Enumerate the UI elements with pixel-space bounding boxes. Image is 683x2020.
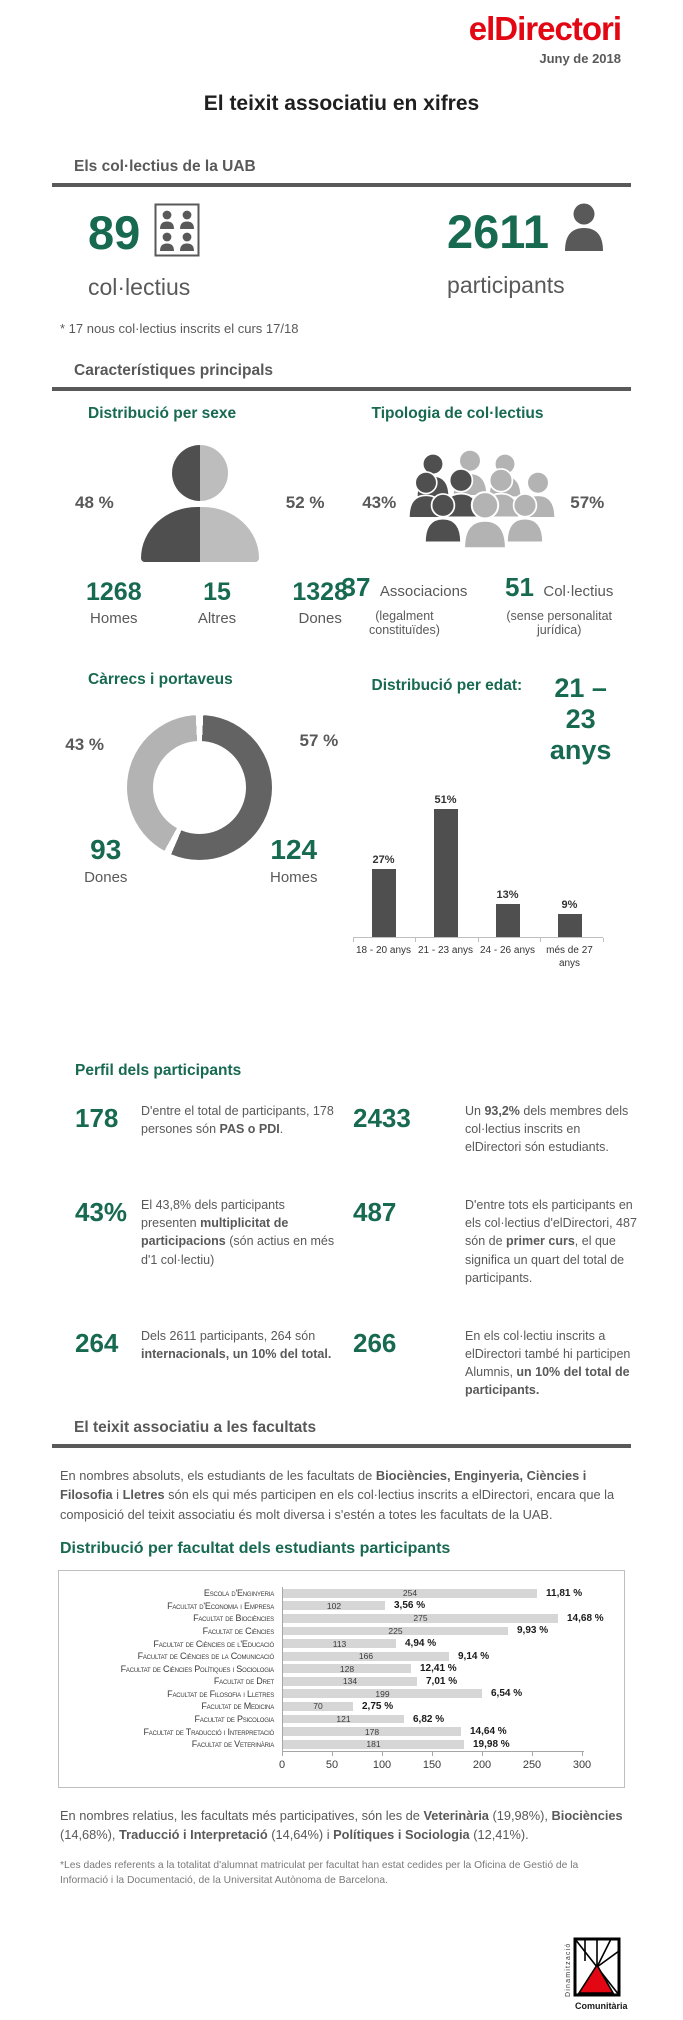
age-bar — [434, 809, 458, 937]
text-segment: El 43,8% dels participants presenten — [141, 1198, 285, 1231]
faculty-bar-value: 178 — [364, 1726, 380, 1737]
faculty-plot-cell — [282, 1713, 618, 1726]
age-category-label: més de 27 anys — [546, 944, 593, 969]
faculty-label: Facultat de Ciències — [202, 1625, 274, 1636]
stat-value: 124 — [270, 833, 318, 865]
faculty-bar-chart — [58, 1570, 625, 1788]
edat-heading: Distribució per edat: — [371, 676, 523, 694]
faculty-bar-row — [67, 1713, 618, 1726]
text-segment: són els qui més participen en els col·lectius inscrits a elDirectori, encara que la composició del teixit associatiu és molt diversa i s'estén a totes les facultats de la UAB. — [60, 1487, 615, 1522]
faculty-label: Facultat de Ciències Polítiques i Sociologia — [120, 1663, 274, 1674]
sexe-stat-homes — [86, 578, 142, 627]
carrecs-stats-row — [66, 834, 334, 886]
axis-tick — [415, 938, 416, 942]
header — [0, 0, 683, 66]
stat-label: Homes — [90, 609, 138, 627]
stat-value: 15 — [203, 577, 231, 606]
charts-row-1 — [0, 405, 683, 637]
section-rule — [52, 387, 631, 391]
faculty-pct-label: 2,75 % — [362, 1700, 394, 1712]
tipologia-left-pct: 43% — [362, 493, 397, 513]
edat-highlight-range: 21 – 23 — [554, 672, 607, 734]
faculty-bar — [283, 1614, 558, 1623]
faculty-bar-row — [67, 1700, 618, 1713]
age-category-label: 21 - 23 anys — [417, 944, 474, 956]
faculty-plot-cell — [282, 1625, 618, 1638]
axis-tick-label: 0 — [278, 1758, 286, 1771]
age-chart-axis — [353, 937, 603, 942]
logo-vertical-text: Dinamització — [565, 1942, 572, 1997]
sexe-panel — [58, 404, 348, 637]
faculty-bar-value: 134 — [342, 1676, 358, 1687]
stat-label: Col·lectius — [543, 582, 614, 600]
axis-tick-label: 50 — [325, 1758, 339, 1771]
text-segment: primer curs — [506, 1234, 575, 1249]
faculty-bar — [283, 1639, 396, 1648]
stat-label: Altres — [197, 609, 237, 627]
faculty-label: Facultat de Dret — [213, 1676, 274, 1687]
faculty-bar-row — [67, 1625, 618, 1638]
perfil-stat-value: 178 — [75, 1102, 119, 1133]
faculty-bar-value: 113 — [332, 1638, 347, 1649]
perfil-stat-text — [141, 1327, 353, 1400]
faculty-label: Facultat de Traducció i Interpretació — [143, 1726, 274, 1737]
text-segment: , el que significa un quart del total de participants. — [465, 1234, 625, 1285]
issue-date: Juny de 2018 — [539, 50, 621, 66]
axis-tick — [603, 938, 604, 942]
section-heading: El teixit associatiu a les facultats — [74, 1419, 317, 1437]
data-source-footnote: *Les dades referents a la totalitat d'alumnat matriculat per facultat han estat cedides per la Oficina de Gestió de la Informació i la Documentació, de la Universitat Autònoma de Barcelona. — [60, 1859, 579, 1887]
faculty-bar — [283, 1740, 464, 1749]
age-bar — [372, 869, 396, 937]
faculty-pct-label: 12,41 % — [420, 1663, 457, 1675]
perfil-stats-grid — [0, 1080, 683, 1400]
footer — [0, 1889, 683, 2020]
text-segment: i — [112, 1487, 123, 1503]
faculty-label: Facultat de Veterinària — [191, 1739, 274, 1750]
faculty-chart-rows — [67, 1587, 618, 1751]
age-bar — [558, 914, 582, 937]
age-chart-categories — [353, 944, 603, 970]
perfil-stat-value: 487 — [353, 1197, 397, 1228]
text-segment: un 10% del total de participants. — [465, 1365, 630, 1398]
faculty-plot-cell — [282, 1637, 618, 1650]
faculty-pct-label: 11,81 % — [546, 1587, 583, 1599]
person-body-shape — [141, 507, 259, 562]
stat-value: 1328 — [292, 577, 348, 606]
faculty-bar-row — [67, 1725, 618, 1738]
age-category-label: 18 - 20 anys — [355, 944, 412, 956]
text-segment: 93,2% — [484, 1103, 520, 1118]
faculty-plot-cell — [282, 1738, 618, 1751]
text-segment: Veterinària — [423, 1807, 489, 1823]
faculty-bar — [283, 1664, 411, 1673]
faculty-bar — [283, 1627, 508, 1636]
faculty-bar — [283, 1601, 385, 1610]
stat-value: 1268 — [86, 577, 142, 606]
edat-highlight-unit: anys — [549, 734, 612, 765]
axis-tick-label: 150 — [422, 1758, 442, 1771]
age-bar-value-label: 27% — [372, 854, 395, 867]
faculty-bar-value: 181 — [366, 1739, 381, 1750]
faculty-bar — [283, 1652, 449, 1661]
carrecs-stat-dones — [66, 834, 146, 886]
age-chart-bars — [353, 792, 603, 937]
faculty-pct-label: 6,54 % — [491, 1688, 523, 1700]
faculty-label: Facultat de Medicina — [201, 1701, 274, 1712]
sexe-right-pct: 52 % — [285, 493, 325, 513]
age-bar-group — [415, 794, 477, 937]
text-segment: En nombres absoluts, els estudiants de les facultats de — [60, 1468, 376, 1484]
faculty-label: Escola d'Enginyeria — [203, 1588, 274, 1599]
text-segment: (són actius en més d'1 col·lectiu) — [141, 1234, 335, 1267]
perfil-heading: Perfil dels participants — [75, 1061, 242, 1079]
faculty-bar-row — [67, 1738, 618, 1751]
section-heading: Característiques principals — [74, 361, 273, 379]
sexe-stats-row — [86, 578, 348, 627]
section-heading: Els col·lectius de la UAB — [74, 157, 256, 175]
tipologia-figure — [342, 449, 626, 558]
faculty-bar-value: 128 — [339, 1663, 355, 1674]
footnote-new-collectius: * 17 nous col·lectius inscrits el curs 17/18 — [60, 320, 299, 336]
axis-tick — [478, 938, 479, 942]
faculty-label: Facultat de Ciències de l'Educació — [153, 1638, 274, 1649]
carrecs-heading: Càrrecs i portaveus — [88, 670, 233, 688]
age-bar-value-label: 13% — [496, 889, 519, 902]
collectius-stat — [88, 203, 200, 301]
perfil-stat-text — [141, 1196, 353, 1287]
perfil-stat-value: 266 — [353, 1327, 397, 1358]
tipologia-panel — [342, 405, 626, 637]
age-bar — [496, 904, 520, 937]
age-bar-value-label: 51% — [434, 794, 457, 807]
stat-sublabel: (legalment constituïdes) — [369, 608, 440, 637]
faculty-plot-cell — [282, 1612, 618, 1625]
edat-header — [342, 672, 626, 766]
crowd-icon — [408, 449, 558, 558]
faculty-bar-value: 199 — [375, 1688, 390, 1699]
faculty-bar-row — [67, 1612, 618, 1625]
collectius-count: 89 — [88, 205, 141, 259]
tipologia-heading: Tipologia de col·lectius — [371, 404, 544, 422]
donut-hole — [153, 741, 246, 834]
stat-label: Dones — [298, 609, 342, 627]
text-segment: Biociències — [551, 1807, 623, 1823]
text-segment: Polítiques i Sociologia — [333, 1826, 470, 1842]
stat-sublabel: (sense personalitat jurídica) — [506, 608, 613, 637]
participants-label: participants — [447, 271, 565, 298]
carrecs-right-pct: 57 % — [299, 730, 339, 750]
faculty-pct-label: 4,94 % — [405, 1638, 437, 1650]
faculty-bar — [283, 1589, 537, 1598]
axis-tick — [282, 1752, 283, 1756]
text-segment: En els col·lectiu inscrits a elDirectori també hi participen Alumnis, — [465, 1328, 631, 1380]
stat-label: Associacions — [379, 582, 468, 600]
group-icon — [154, 203, 200, 262]
faculty-label: Facultat de Ciències de la Comunicació — [137, 1651, 274, 1662]
age-bar-group — [353, 854, 415, 937]
faculty-plot-cell — [282, 1599, 618, 1612]
axis-tick — [382, 1752, 383, 1756]
faculty-plot-cell — [282, 1650, 618, 1663]
perfil-stat-value: 43% — [75, 1197, 128, 1228]
perfil-stat-value: 264 — [75, 1327, 119, 1358]
stat-value: 51 — [505, 571, 534, 602]
faculty-plot-cell — [282, 1662, 618, 1675]
axis-tick-label: 200 — [472, 1758, 492, 1771]
faculty-pct-label: 19,98 % — [473, 1738, 510, 1750]
carrecs-panel — [58, 671, 342, 970]
participants-count: 2611 — [447, 204, 549, 258]
perfil-stat-text — [465, 1327, 653, 1400]
perfil-stat-text — [141, 1102, 353, 1156]
text-segment: Lletres — [122, 1487, 165, 1503]
text-segment: (19,98%), — [488, 1807, 552, 1823]
stat-label: Homes — [269, 868, 318, 886]
text-segment: . — [279, 1121, 284, 1136]
stat-label: Dones — [84, 868, 128, 886]
faculty-bar-row — [67, 1599, 618, 1612]
faculty-bar — [283, 1715, 404, 1724]
axis-tick — [353, 938, 354, 942]
faculty-bar-row — [67, 1650, 618, 1663]
faculty-bar — [283, 1727, 461, 1736]
faculty-plot-cell — [282, 1688, 618, 1701]
text-segment: multiplicitat de participacions — [141, 1216, 289, 1249]
age-category-label: 24 - 26 anys — [479, 944, 536, 956]
brand-logo-text: elDirectori — [468, 10, 621, 47]
edat-panel — [342, 671, 626, 970]
faculty-bar-value: 166 — [358, 1651, 374, 1662]
logo-bottom-text: Comunitària — [575, 2000, 628, 2011]
faculty-pct-label: 9,14 % — [458, 1650, 490, 1662]
faculty-pct-label: 3,56 % — [394, 1600, 426, 1612]
sexe-figure — [58, 445, 342, 562]
faculty-bar-value: 70 — [313, 1701, 323, 1712]
axis-tick-label: 250 — [522, 1758, 542, 1771]
carrecs-stat-homes — [254, 834, 334, 886]
facultats-intro-paragraph — [0, 1448, 683, 1524]
age-bar-chart — [353, 792, 603, 970]
dinamitzacio-comunitaria-logo-icon — [559, 1937, 628, 2020]
faculty-bar-value: 102 — [326, 1600, 342, 1611]
tipologia-stat-collectius — [493, 572, 625, 637]
faculty-label: Facultat de Filosofia i Lletres — [167, 1688, 274, 1699]
text-segment: internacionals, un 10% del total. — [141, 1346, 332, 1361]
edat-highlight — [536, 673, 625, 766]
faculty-bar — [283, 1702, 353, 1711]
faculty-pct-label: 14,64 % — [470, 1726, 507, 1738]
sexe-left-pct: 48 % — [75, 493, 114, 513]
text-segment: (14,64%) i — [267, 1826, 334, 1842]
faculty-bar-row — [67, 1587, 618, 1600]
text-segment: Dels 2611 participants, 264 són — [141, 1328, 316, 1343]
axis-tick — [540, 938, 541, 942]
stat-value: 37 — [341, 571, 371, 602]
faculty-bar-row — [67, 1662, 618, 1675]
axis-spacer — [67, 1751, 282, 1779]
faculty-bar-row — [67, 1675, 618, 1688]
facultats-outro-paragraph — [0, 1788, 683, 1844]
perfil-stat-text — [465, 1102, 653, 1156]
person-head-shape — [172, 445, 228, 501]
age-bar-value-label: 9% — [561, 899, 578, 912]
age-bar-group — [477, 889, 539, 937]
faculty-pct-label: 6,82 % — [413, 1713, 445, 1725]
faculty-bar-value: 254 — [402, 1588, 418, 1599]
axis-tick — [582, 1752, 583, 1756]
text-segment: D'entre el total de participants, 178 persones són — [141, 1103, 334, 1136]
faculty-bar-row — [67, 1637, 618, 1650]
axis-tick — [482, 1752, 483, 1756]
axis-tick — [532, 1752, 533, 1756]
axis-tick-label: 100 — [372, 1758, 392, 1771]
faculty-chart-axis — [278, 1751, 592, 1779]
text-segment: (14,68%), — [60, 1826, 120, 1842]
tipologia-right-pct: 57% — [570, 493, 605, 513]
carrecs-left-pct: 43 % — [65, 734, 104, 754]
perfil-stat-value: 2433 — [353, 1102, 411, 1133]
faculty-bar-value: 275 — [413, 1613, 428, 1624]
text-segment: Un — [465, 1103, 485, 1118]
big-stats-row — [0, 187, 683, 301]
section-caracteristiques-header — [52, 362, 631, 391]
section-facultats-header — [52, 1419, 631, 1448]
faculty-label: Facultat de Psicologia — [194, 1714, 274, 1725]
faculty-bar — [283, 1677, 417, 1686]
collectius-label: col·lectius — [88, 273, 191, 300]
sexe-stat-dones — [292, 578, 348, 627]
age-bar-group — [539, 899, 601, 937]
faculty-label: Facultat de Biociències — [193, 1613, 274, 1624]
faculty-bar-value: 121 — [336, 1714, 351, 1725]
faculty-plot-cell — [282, 1675, 618, 1688]
stat-value: 93 — [90, 833, 122, 865]
axis-tick-label: 300 — [572, 1758, 592, 1771]
charts-row-2 — [0, 671, 683, 970]
text-segment: dels membres dels col·lectius inscrits en elDirectori són estudiants. — [465, 1103, 629, 1155]
tipologia-stat-associacions — [342, 572, 468, 637]
sexe-heading: Distribució per sexe — [88, 404, 237, 422]
faculty-chart-heading: Distribució per facultat dels estudiants participants — [60, 1539, 451, 1557]
text-segment: PAS o PDI — [219, 1121, 280, 1136]
axis-tick — [332, 1752, 333, 1756]
section-collectius-header — [52, 158, 631, 187]
faculty-bar-value: 225 — [388, 1625, 403, 1636]
perfil-stat-text — [465, 1196, 653, 1287]
text-segment: En nombres relatius, les facultats més participatives, són les de — [60, 1807, 424, 1823]
faculty-bar-row — [67, 1688, 618, 1701]
faculty-pct-label: 14,68 % — [567, 1612, 604, 1624]
participants-stat — [447, 203, 605, 301]
text-segment: D'entre tots els participants en els col·lectius d'elDirectori, 487 són de — [465, 1198, 637, 1249]
axis-tick — [432, 1752, 433, 1756]
faculty-pct-label: 7,01 % — [426, 1675, 458, 1687]
tipologia-stats-row — [342, 572, 626, 637]
sexe-stat-altres — [198, 578, 236, 627]
faculty-label: Facultat d'Economia i Empresa — [167, 1600, 274, 1611]
page-title: El teixit associatiu en xifres — [203, 91, 480, 115]
person-icon — [563, 203, 605, 260]
faculty-bar — [283, 1689, 482, 1698]
split-person-icon — [140, 445, 260, 562]
faculty-axis-row — [67, 1751, 618, 1779]
text-segment: Biociències, Enginyeria, Ciències i Filosofia — [60, 1468, 587, 1503]
faculty-plot-cell — [282, 1587, 618, 1600]
text-segment: Traducció i Interpretació — [119, 1826, 268, 1842]
faculty-plot-cell — [282, 1725, 618, 1738]
faculty-pct-label: 9,93 % — [517, 1625, 549, 1637]
faculty-plot-cell — [282, 1700, 618, 1713]
text-segment: (12,41%). — [469, 1826, 529, 1842]
